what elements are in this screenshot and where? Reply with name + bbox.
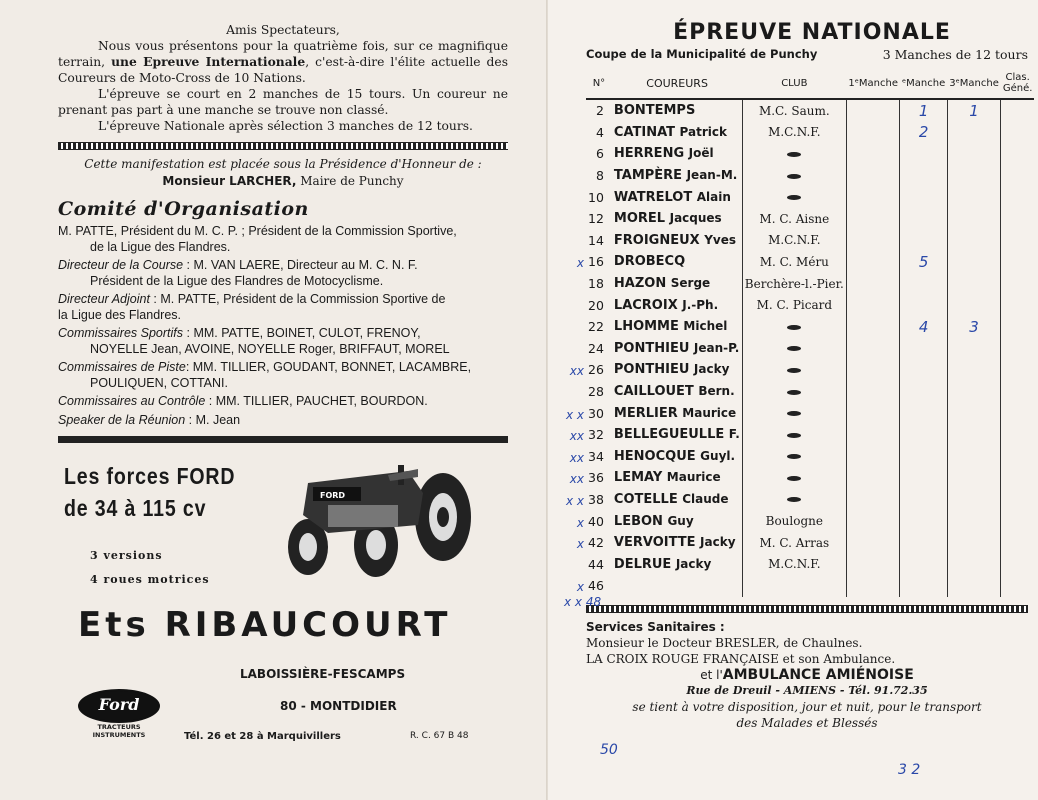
ad-roues: 4 roues motrices bbox=[90, 573, 210, 586]
comite-entry: Commissaires au Contrôle : MM. TILLIER, PAUCHET, BOURDON. bbox=[58, 394, 428, 408]
ditto-mark-icon bbox=[787, 346, 801, 351]
table-row bbox=[586, 338, 1034, 360]
classement-cell bbox=[1001, 316, 1035, 338]
manche-1-cell bbox=[846, 489, 900, 511]
club-cell bbox=[742, 165, 846, 187]
rider-name-cell: VERVOITTE Jacky bbox=[613, 535, 736, 551]
services-line: Monsieur le Docteur BRESLER, de Chaulnes. bbox=[586, 635, 863, 650]
manche-2-cell bbox=[900, 467, 947, 489]
classement-cell bbox=[1001, 294, 1035, 316]
rider-name-cell: DELRUE Jacky bbox=[613, 556, 712, 572]
manche-1-cell bbox=[846, 510, 900, 532]
classement-cell bbox=[1001, 165, 1035, 187]
manche-1-cell bbox=[846, 99, 900, 122]
manche-3-cell bbox=[947, 273, 1001, 295]
tractor-image bbox=[268, 455, 478, 585]
number-cell: 12 bbox=[588, 211, 604, 227]
club-cell bbox=[742, 186, 846, 208]
table-row bbox=[586, 510, 1034, 532]
manche-2-cell: 4 bbox=[900, 316, 947, 338]
manche-2-cell bbox=[900, 510, 947, 532]
manche-1-cell bbox=[846, 338, 900, 360]
number-cell: 10 bbox=[588, 189, 604, 205]
classement-cell bbox=[1001, 230, 1035, 252]
manche-2-cell bbox=[900, 208, 947, 230]
club-cell bbox=[742, 143, 846, 165]
handwritten-mark: xx bbox=[569, 450, 584, 465]
manche-1-cell bbox=[846, 294, 900, 316]
manche-3-cell bbox=[947, 402, 1001, 424]
services-line: LA CROIX ROUGE FRANÇAISE et son Ambulance. bbox=[586, 651, 896, 666]
handwritten-mark: x x bbox=[565, 407, 584, 422]
handwritten-mark: x x bbox=[565, 493, 584, 508]
classement-cell bbox=[1001, 424, 1035, 446]
rider-name-cell: LEBON Guy bbox=[613, 513, 694, 529]
ambulance-note: se tient à votre disposition, jour et nuit, pour le transport des Malades et Blessés bbox=[632, 699, 982, 730]
club-cell bbox=[742, 381, 846, 403]
club-cell bbox=[742, 338, 846, 360]
rider-name-cell: BELLEGUEULLE F. bbox=[613, 427, 740, 443]
handwritten-mark: x bbox=[576, 256, 584, 271]
table-row bbox=[586, 273, 1034, 295]
number-cell: x 42 bbox=[576, 535, 604, 552]
number-cell: 24 bbox=[588, 340, 604, 356]
ditto-mark-icon bbox=[787, 497, 801, 502]
ford-advertisement bbox=[58, 449, 508, 779]
handwritten-mark: x bbox=[576, 537, 584, 552]
comite-list bbox=[58, 224, 508, 428]
subtitle bbox=[586, 47, 1028, 62]
club-cell: M.C. Saum. bbox=[742, 99, 846, 122]
number-cell: 14 bbox=[588, 232, 604, 248]
table-row bbox=[586, 424, 1034, 446]
ambulance-name: et l'AMBULANCE AMIÉNOISE bbox=[700, 666, 914, 683]
divider bbox=[586, 605, 1028, 613]
header-m1: 1ᵉManche bbox=[846, 70, 900, 99]
manche-3-cell bbox=[947, 230, 1001, 252]
manche-3-cell bbox=[947, 510, 1001, 532]
manche-3-cell bbox=[947, 338, 1001, 360]
intro-text bbox=[58, 22, 508, 134]
manche-2-cell bbox=[900, 186, 947, 208]
manche-1-cell bbox=[846, 208, 900, 230]
manche-1-cell bbox=[846, 532, 900, 554]
ad-address-2: 80 - MONTDIDIER bbox=[280, 699, 397, 713]
divider bbox=[58, 436, 508, 443]
manche-3-cell bbox=[947, 122, 1001, 144]
manche-1-cell bbox=[846, 316, 900, 338]
manche-2-cell bbox=[900, 381, 947, 403]
table-header-row bbox=[586, 70, 1034, 99]
right-page bbox=[548, 0, 1038, 800]
rider-name-cell: PONTHIEU Jacky bbox=[613, 362, 730, 378]
number-cell: x 16 bbox=[576, 254, 604, 271]
rider-name-cell: MERLIER Maurice bbox=[613, 405, 737, 421]
club-cell: M.C.N.F. bbox=[742, 122, 846, 144]
ditto-mark-icon bbox=[787, 368, 801, 373]
manche-3-cell bbox=[947, 381, 1001, 403]
number-cell: 6 bbox=[595, 146, 604, 162]
rider-name-cell: LEMAY Maurice bbox=[613, 470, 721, 486]
manche-3-cell bbox=[947, 251, 1001, 273]
header-m3: 3ᵉManche bbox=[947, 70, 1001, 99]
club-cell: M.C.N.F. bbox=[742, 553, 846, 575]
table-row bbox=[586, 251, 1034, 273]
table-row bbox=[586, 99, 1034, 122]
club-cell bbox=[742, 424, 846, 446]
table-row bbox=[586, 230, 1034, 252]
manche-3-cell bbox=[947, 532, 1001, 554]
table-row bbox=[586, 143, 1034, 165]
number-cell: xx 26 bbox=[569, 362, 604, 379]
table-row bbox=[586, 553, 1034, 575]
manche-1-cell bbox=[846, 467, 900, 489]
manche-2-cell bbox=[900, 532, 947, 554]
number-cell: x x 30 bbox=[565, 405, 604, 422]
table-row bbox=[586, 381, 1034, 403]
classement-cell bbox=[1001, 186, 1035, 208]
club-cell: Berchère-l.-Pier. bbox=[742, 273, 846, 295]
tractor-badge: FORD bbox=[320, 491, 346, 500]
manche-3-cell bbox=[947, 208, 1001, 230]
manche-1-cell bbox=[846, 230, 900, 252]
rider-name-cell: CATINAT Patrick bbox=[613, 124, 727, 140]
number-cell: 44 bbox=[588, 556, 604, 572]
ditto-mark-icon bbox=[787, 195, 801, 200]
manche-1-cell bbox=[846, 186, 900, 208]
manche-2-cell bbox=[900, 489, 947, 511]
rider-name-cell: HENOCQUE Guyl. bbox=[613, 448, 736, 464]
classement-cell bbox=[1001, 208, 1035, 230]
manche-2-cell bbox=[900, 446, 947, 468]
rider-name-cell bbox=[612, 575, 742, 597]
services-sanitaires bbox=[586, 619, 1028, 778]
classement-cell bbox=[1001, 532, 1035, 554]
classement-cell bbox=[1001, 338, 1035, 360]
classement-cell bbox=[1001, 467, 1035, 489]
handwritten-mark: x bbox=[576, 515, 584, 530]
number-cell: 4 bbox=[595, 124, 604, 140]
manche-1-cell bbox=[846, 359, 900, 381]
ad-headline-1: Les forces FORD bbox=[64, 463, 236, 489]
ad-telephone: Tél. 26 et 28 à Marquivillers bbox=[184, 731, 341, 742]
manche-1-cell bbox=[846, 122, 900, 144]
handwritten-note: 3 2 bbox=[898, 762, 921, 778]
table-row bbox=[586, 165, 1034, 187]
club-cell bbox=[742, 402, 846, 424]
comite-entry: Commissaires de Piste: MM. TILLIER, GOUDANT, BONNET, LACAMBRE, POULIQUEN, COTTANI. bbox=[58, 360, 472, 390]
rider-name-cell: TAMPÈRE Jean-M. bbox=[613, 168, 738, 184]
manche-2-cell bbox=[900, 575, 947, 597]
comite-entry: Speaker de la Réunion : M. Jean bbox=[58, 412, 241, 427]
ad-headline-2: de 34 à 115 cv bbox=[64, 495, 207, 521]
manche-3-cell: 1 bbox=[947, 99, 1001, 122]
table-row bbox=[586, 489, 1034, 511]
manche-3-cell bbox=[947, 424, 1001, 446]
rider-name-cell: HAZON Serge bbox=[613, 276, 711, 292]
table-row bbox=[586, 186, 1034, 208]
manche-2-cell: 5 bbox=[900, 251, 947, 273]
manche-1-cell bbox=[846, 251, 900, 273]
club-cell: M. C. Méru bbox=[742, 251, 846, 273]
comite-entry: Directeur Adjoint : M. PATTE, Président de la Commission Sportive de la Ligue des Flandres. bbox=[58, 292, 446, 322]
handwritten-note: 50 bbox=[600, 742, 618, 758]
table-row bbox=[586, 575, 1034, 597]
manche-2-cell bbox=[900, 553, 947, 575]
ditto-mark-icon bbox=[787, 433, 801, 438]
table-row bbox=[586, 532, 1034, 554]
manche-1-cell bbox=[846, 446, 900, 468]
manche-3-cell: 3 bbox=[947, 316, 1001, 338]
manche-2-cell bbox=[900, 359, 947, 381]
manche-3-cell bbox=[947, 186, 1001, 208]
number-cell: 18 bbox=[588, 276, 604, 292]
header-m2: ᵉManche bbox=[900, 70, 947, 99]
presidence: Cette manifestation est placée sous la Présidence d'Honneur de : Monsieur LARCHER, Maire de Punchy bbox=[84, 157, 482, 188]
intro-paragraph-1: Nous vous présentons pour la quatrième fois, sur ce magnifique terrain, une Epreuve Internationale, c'est-à-dire l'élite actuelle des Coureurs de Moto-Cross de 10 Nations. bbox=[58, 39, 509, 85]
rider-name-cell: BONTEMPS bbox=[613, 103, 696, 119]
table-row bbox=[586, 467, 1034, 489]
number-cell: xx 34 bbox=[569, 448, 604, 465]
rider-name-cell: PONTHIEU Jean-P. bbox=[613, 340, 740, 356]
table-row bbox=[586, 294, 1034, 316]
manche-1-cell bbox=[846, 143, 900, 165]
manche-3-cell bbox=[947, 359, 1001, 381]
intro-paragraph-3: L'épreuve Nationale après sélection 3 manches de 12 tours. bbox=[98, 119, 473, 133]
ditto-mark-icon bbox=[787, 411, 801, 416]
number-cell: x 40 bbox=[576, 513, 604, 530]
number-cell: 8 bbox=[595, 168, 604, 184]
ditto-mark-icon bbox=[787, 390, 801, 395]
club-cell: Boulogne bbox=[742, 510, 846, 532]
manche-3-cell bbox=[947, 553, 1001, 575]
ad-versions: 3 versions bbox=[90, 549, 163, 562]
rider-name-cell: COTELLE Claude bbox=[613, 491, 729, 507]
number-cell: x 46 bbox=[576, 578, 604, 595]
club-cell bbox=[742, 359, 846, 381]
club-cell bbox=[742, 446, 846, 468]
divider bbox=[58, 142, 508, 150]
club-cell bbox=[742, 575, 846, 597]
handwritten-mark: x bbox=[576, 580, 584, 595]
ditto-mark-icon bbox=[787, 454, 801, 459]
manche-3-cell bbox=[947, 294, 1001, 316]
classement-cell bbox=[1001, 575, 1035, 597]
handwritten-marks: x x 48 bbox=[564, 594, 602, 609]
manche-1-cell bbox=[846, 575, 900, 597]
greeting: Amis Spectateurs, bbox=[226, 23, 340, 37]
number-cell: x x 38 bbox=[565, 491, 604, 508]
intro-paragraph-2: L'épreuve se court en 2 manches de 15 tours. Un coureur ne prenant pas part à une manche se trouve non classé. bbox=[58, 87, 508, 117]
comite-entry: Commissaires Sportifs : MM. PATTE, BOINET, CULOT, FRENOY, NOYELLE Jean, AVOINE, NOYELLE Roger, BRIFFAUT, MOREL bbox=[58, 326, 450, 356]
manche-3-cell bbox=[947, 467, 1001, 489]
manche-2-cell bbox=[900, 143, 947, 165]
classement-cell bbox=[1001, 99, 1035, 122]
header-club: CLUB bbox=[742, 70, 846, 99]
rider-name-cell: HERRENG Joël bbox=[613, 146, 714, 162]
comite-entry: M. PATTE, Président du M. C. P. ; Président de la Commission Sportive, de la Ligue des Flandres. bbox=[58, 224, 457, 254]
manche-2-cell bbox=[900, 424, 947, 446]
table-row bbox=[586, 359, 1034, 381]
header-coureurs: COUREURS bbox=[612, 70, 742, 99]
services-heading: Services Sanitaires : bbox=[586, 619, 725, 634]
classement-cell bbox=[1001, 446, 1035, 468]
number-cell: xx 32 bbox=[569, 427, 604, 444]
comite-title: Comité d'Organisation bbox=[58, 198, 309, 220]
ditto-mark-icon bbox=[787, 174, 801, 179]
manche-2-cell bbox=[900, 294, 947, 316]
manche-1-cell bbox=[846, 165, 900, 187]
classement-cell bbox=[1001, 251, 1035, 273]
ditto-mark-icon bbox=[787, 325, 801, 330]
manche-3-cell bbox=[947, 446, 1001, 468]
manche-1-cell bbox=[846, 424, 900, 446]
number-cell: 28 bbox=[588, 384, 604, 400]
handwritten-mark: xx bbox=[569, 429, 584, 444]
ambulance-address: Rue de Dreuil - AMIENS - Tél. 91.72.35 bbox=[686, 683, 928, 697]
classement-cell bbox=[1001, 510, 1035, 532]
manche-3-cell bbox=[947, 489, 1001, 511]
ditto-mark-icon bbox=[787, 476, 801, 481]
rider-name-cell: FROIGNEUX Yves bbox=[613, 232, 737, 248]
manche-3-cell bbox=[947, 575, 1001, 597]
manche-2-cell: 1 bbox=[900, 99, 947, 122]
page-title: ÉPREUVE NATIONALE bbox=[673, 20, 951, 45]
ford-logo-icon: Ford bbox=[78, 689, 160, 723]
manche-1-cell bbox=[846, 402, 900, 424]
ad-rc: R. C. 67 B 48 bbox=[410, 731, 469, 741]
classement-cell bbox=[1001, 381, 1035, 403]
classement-cell bbox=[1001, 359, 1035, 381]
manche-1-cell bbox=[846, 273, 900, 295]
comite-entry: Directeur de la Course : M. VAN LAERE, Directeur au M. C. N. F. Président de la Ligue des Flandres de Motocyclisme. bbox=[58, 258, 418, 288]
manche-2-cell bbox=[900, 165, 947, 187]
manche-1-cell bbox=[846, 381, 900, 403]
classement-cell bbox=[1001, 273, 1035, 295]
ad-address-1: LABOISSIÈRE-FESCAMPS bbox=[240, 667, 406, 681]
club-cell: M.C.N.F. bbox=[742, 230, 846, 252]
results-table bbox=[565, 70, 1034, 597]
manche-2-cell bbox=[900, 230, 947, 252]
header-no: N° bbox=[586, 70, 612, 99]
rider-name-cell: LACROIX J.-Ph. bbox=[613, 297, 719, 313]
classement-cell bbox=[1001, 143, 1035, 165]
header-cls: Clas. Géné. bbox=[1001, 70, 1035, 99]
table-row bbox=[586, 208, 1034, 230]
club-cell bbox=[742, 467, 846, 489]
rider-name-cell: LHOMME Michel bbox=[613, 319, 728, 335]
handwritten-mark: xx bbox=[569, 364, 584, 379]
club-cell bbox=[742, 316, 846, 338]
manche-2-cell bbox=[900, 338, 947, 360]
rider-name-cell: WATRELOT Alain bbox=[613, 189, 731, 205]
number-cell: 22 bbox=[588, 319, 604, 335]
club-cell: M. C. Arras bbox=[742, 532, 846, 554]
table-row bbox=[586, 122, 1034, 144]
ford-logo-subtitle: TRACTEURS INSTRUMENTS bbox=[92, 723, 146, 739]
company-name: Ets RIBAUCOURT bbox=[78, 605, 452, 645]
classement-cell bbox=[1001, 489, 1035, 511]
subtitle-format: 3 Manches de 12 tours bbox=[882, 47, 1028, 62]
ditto-mark-icon bbox=[787, 152, 801, 157]
classement-cell bbox=[1001, 402, 1035, 424]
number-cell: 20 bbox=[588, 297, 604, 313]
classement-cell bbox=[1001, 553, 1035, 575]
number-cell: xx 36 bbox=[569, 470, 604, 487]
subtitle-cup: Coupe de la Municipalité de Punchy bbox=[586, 47, 818, 61]
handwritten-mark: xx bbox=[569, 472, 584, 487]
manche-2-cell bbox=[900, 273, 947, 295]
classement-cell bbox=[1001, 122, 1035, 144]
manche-1-cell bbox=[846, 553, 900, 575]
rider-name-cell: DROBECQ bbox=[613, 254, 686, 270]
manche-3-cell bbox=[947, 143, 1001, 165]
manche-3-cell bbox=[947, 165, 1001, 187]
table-row bbox=[586, 446, 1034, 468]
club-cell: M. C. Picard bbox=[742, 294, 846, 316]
manche-2-cell: 2 bbox=[900, 122, 947, 144]
manche-2-cell bbox=[900, 402, 947, 424]
club-cell bbox=[742, 489, 846, 511]
number-cell: 2 bbox=[595, 103, 604, 119]
rider-name-cell: CAILLOUET Bern. bbox=[613, 384, 735, 400]
club-cell: M. C. Aisne bbox=[742, 208, 846, 230]
rider-name-cell: MOREL Jacques bbox=[613, 211, 722, 227]
table-row bbox=[586, 316, 1034, 338]
table-row bbox=[586, 402, 1034, 424]
